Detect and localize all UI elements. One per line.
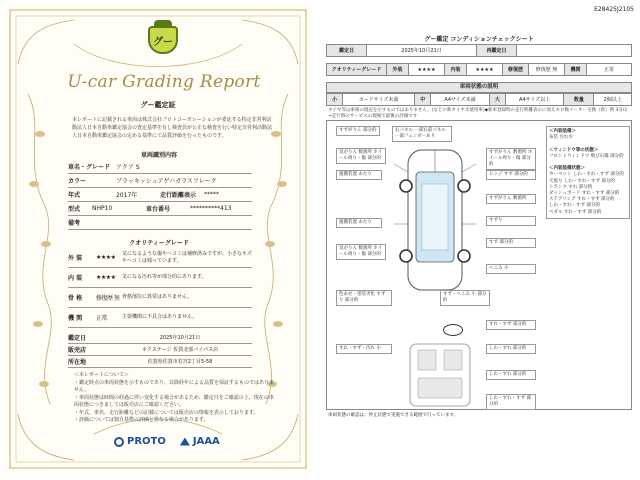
car-diagram-icon bbox=[390, 144, 480, 294]
damage-comment: すず・ヘこみ 小 部分的 bbox=[440, 290, 490, 306]
quality-row-frame: 骨 格 修復歴 無 骨格部位に異常はありません。 bbox=[68, 288, 252, 308]
star-rating: ★★★★ bbox=[96, 254, 116, 261]
star-rating: ★★★★ bbox=[96, 274, 116, 281]
grading-certificate bbox=[4, 4, 312, 474]
damage-comment: しわ・すれ・すず 部分的 bbox=[486, 394, 536, 410]
report-notes: ＜本レポートについて＞ ・鑑定時点の車両状態を示すものであり、以降経年による品質を保証するものではありません。 ・車両状態は時間の経過に伴い変化する場合があるため、鑑定日をご確認の上、現在の車両状態につきましては販売店にご確認ください。 ・年式、車名、走行距離などの記載については販売店の情報を表示しております。 ・評価については独自基準の評価と異なる場合があります。 bbox=[74, 372, 275, 423]
row-grading-date: 鑑定日 2025年10月21日 bbox=[68, 332, 252, 344]
damage-comment: すずがりん 数箇所 ホイール周り・傷 部分的 bbox=[486, 148, 536, 170]
damage-comment: 右パネル 一部右前パネル 一部フェンダーあり bbox=[392, 126, 452, 142]
damage-comment: 気がりん 数箇所 ホイール周り・傷 部分的 bbox=[336, 244, 386, 260]
quality-section-title: クオリティーグレード bbox=[129, 240, 189, 247]
jaaa-logo-icon bbox=[180, 438, 190, 446]
sheet-title: グー鑑定 コンディションチェックシート bbox=[424, 36, 534, 43]
quality-row-exterior: 外 装 ★★★★ 気になるような傷やヘコミは補修済みですが、小さなキズやヘコミは残っています。 bbox=[68, 248, 252, 268]
damage-comment: すれ・すず・汚れ 小 bbox=[336, 344, 392, 354]
steering-wheel-icon bbox=[443, 324, 463, 336]
damage-comment: 運搬装置 あたり bbox=[336, 218, 382, 228]
quality-row-interior: 内 装 ★★★★ 気になる汚れ等が部分的にあります。 bbox=[68, 268, 252, 288]
row-model-chassis: 型式 NHP10 車台番号 **********413 bbox=[68, 202, 252, 216]
proto-logo: PROTO bbox=[114, 436, 166, 447]
row-store: 販売店 ネクステージ 佐賀北部バイパス店 bbox=[68, 344, 252, 356]
interior-status-box: ＜内装装備＞ 布装 汚れ少 ＜ウィンドウ等の状態＞ フロントウィンドウ 飛び石傷 部分的 ＜内装装備状態＞ カーペット しわ・すれ・すず 部分的 天張り しわ・すれ・すず 部分的 トランク すれ 部分的 ダッシュボード すれ・すず 部分的 ステアリング すれ・すず 部分的 しわ・すれ・すず 部分的 ペダル すれ・すず 部分的 bbox=[546, 126, 630, 219]
damage-comment: ヘこみ 小 bbox=[486, 264, 536, 274]
goo-emblem-icon: グー bbox=[148, 26, 178, 60]
date-table: 鑑定日 2025年10月21日 再鑑定日 bbox=[326, 44, 632, 57]
vehicle-section-title: 車両識別内容 bbox=[140, 152, 177, 159]
row-remarks: 備考 bbox=[68, 216, 252, 230]
vehicle-state-title: 車両状態の説明 bbox=[326, 82, 632, 93]
damage-comment: 運搬装置 あたり bbox=[336, 170, 382, 180]
damage-comment: しわ・すれ 部分的 bbox=[486, 344, 536, 354]
damage-comment: ヒッジ すず 部分的 bbox=[486, 170, 536, 180]
row-color: カラー ブラッキッシュアゲハガラスフレーク bbox=[68, 174, 252, 188]
row-year-mileage: 年式 2017年 走行距離表示 ***** bbox=[68, 188, 252, 202]
damage-comment: しわ・すれ 部分的 bbox=[486, 370, 536, 380]
damage-comment: 気がりん 数箇所 ホイール周り・傷 部分的 bbox=[336, 148, 386, 164]
logo-row bbox=[114, 436, 234, 447]
proto-logo-icon bbox=[114, 437, 124, 447]
damage-comment: すず 部分的 bbox=[486, 238, 536, 248]
damage-comment: すずがりん 数箇所 bbox=[486, 194, 536, 204]
damage-comment: すずがりん 部分的 bbox=[336, 126, 380, 136]
quality-row-engine: 機 関 正常 主要機関に不具合はありません。 bbox=[68, 308, 252, 328]
sheet-footer-note: 車両状態の確認は、停止状態で実施できる範囲で行っています。 bbox=[328, 413, 459, 418]
row-location: 所在地 佐賀県佐賀市若宮2丁目5-58 bbox=[68, 356, 252, 368]
row-vehicle-name: 車名・グレード アクア S bbox=[68, 160, 252, 174]
certificate-subtitle: グー鑑定証 bbox=[140, 101, 176, 109]
damage-comment: すずり bbox=[486, 216, 536, 226]
damage-size-legend: 小 カードサイズ未満 中 A4サイズ未満 大 A4サイズ以上 数量 2個以上 bbox=[326, 93, 632, 106]
document-id: E28425J2105 bbox=[594, 6, 634, 13]
certificate-title: U-car Grading Report bbox=[67, 72, 261, 92]
damage-comment: すれ・すず 部分的 bbox=[486, 320, 536, 330]
interior-diagram-icon bbox=[400, 340, 480, 410]
legend-note: タイヤ等は車両の現況を示すものではありません。(などの新タイヤ未使用車)◆新車登録時の走行距離表示に加えキロ数メーター交換（新）例 3分山→走行時のサービスの現場で最後の評価です bbox=[328, 108, 628, 119]
quality-grade-table: クオリティーグレード 外装 ★★★★ 内装 ★★★★ 修復歴 修復歴 無 機関 正常 bbox=[326, 63, 632, 76]
jaaa-logo: JAAA bbox=[180, 436, 220, 447]
damage-comment: 色あせ・塗装劣化 すずり 部分的 bbox=[336, 290, 392, 306]
certificate-intro: 本レポートに記載される車両は株式会社プロトコーポレーションが委託する特定非営利活動法人日本自動車鑑定協会の査定基準を有し検査員が公正な検査を行い特定非営利活動法人日本自動車鑑定協会の定める基準にて品質評価を行ったものです。 bbox=[72, 117, 273, 139]
